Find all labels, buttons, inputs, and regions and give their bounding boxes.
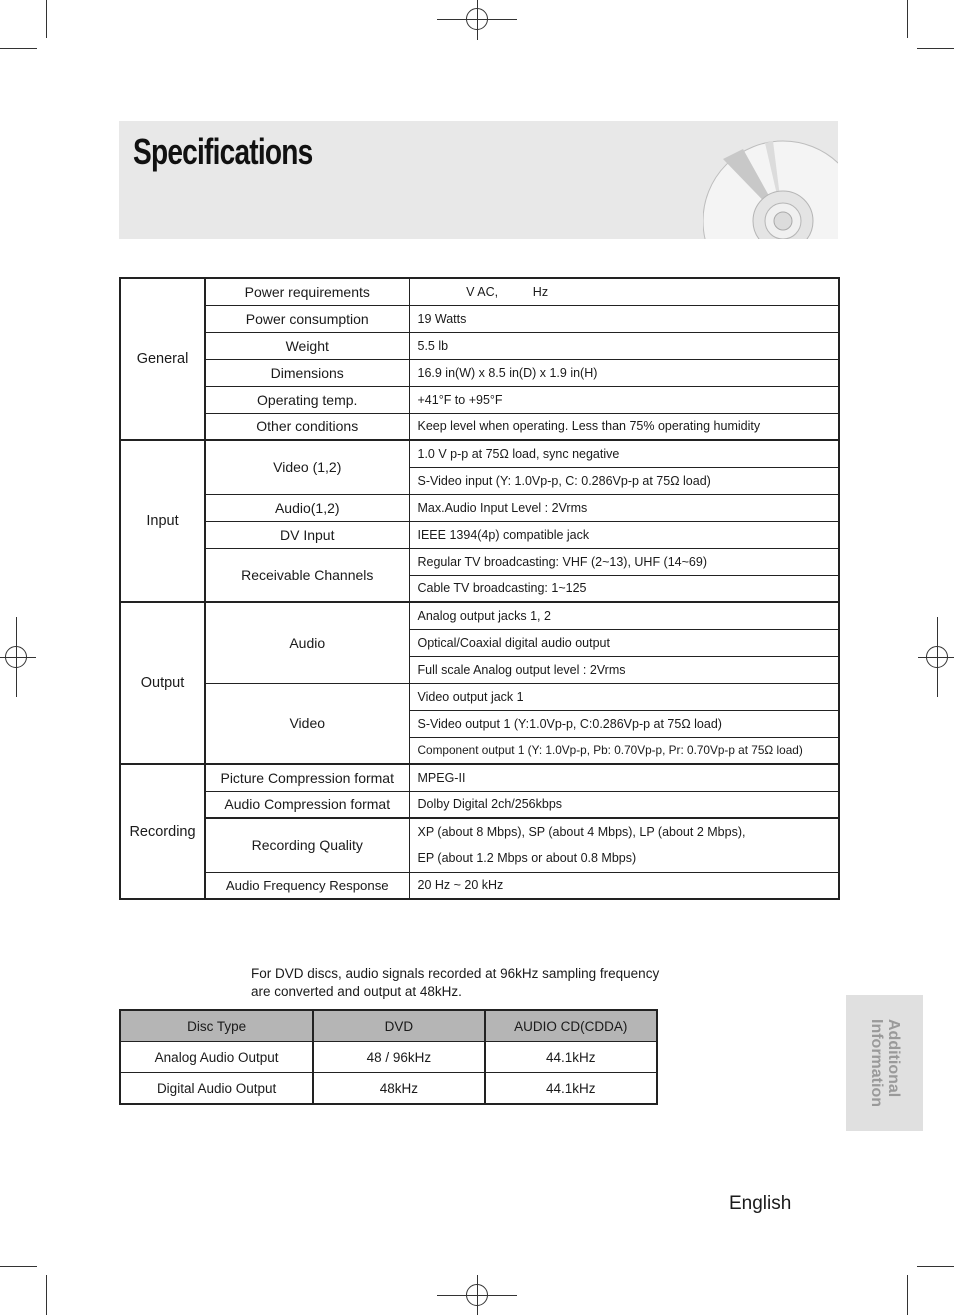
language-label: English — [729, 1193, 792, 1214]
table-row — [120, 440, 839, 467]
spec-item: Weight — [205, 332, 409, 359]
crop-mark — [0, 1266, 37, 1267]
table-cell: 44.1kHz — [485, 1042, 657, 1073]
table-row — [120, 1042, 657, 1073]
spec-item: Recording Quality — [205, 818, 409, 872]
column-header: DVD — [313, 1010, 484, 1042]
crop-mark — [907, 1275, 908, 1315]
spec-item: Video (1,2) — [205, 440, 409, 494]
spec-table — [119, 277, 840, 900]
spec-item: Dimensions — [205, 359, 409, 386]
spec-item: Operating temp. — [205, 386, 409, 413]
category-general: General — [120, 278, 205, 440]
spec-value: Full scale Analog output level : 2Vrms — [409, 656, 839, 683]
spec-item: Other conditions — [205, 413, 409, 440]
table-cell: Analog Audio Output — [120, 1042, 313, 1073]
table-row — [120, 359, 839, 386]
registration-circle — [5, 646, 27, 668]
spec-item: Audio Compression format — [205, 791, 409, 818]
crop-mark — [0, 48, 37, 49]
spec-value: Regular TV broadcasting: VHF (2~13), UHF (14~69) — [409, 548, 839, 575]
spec-value: +41°F to +95°F — [409, 386, 839, 413]
table-row — [120, 791, 839, 818]
spec-item: Power consumption — [205, 305, 409, 332]
table-row — [120, 305, 839, 332]
table-row — [120, 818, 839, 845]
registration-circle — [466, 8, 488, 30]
spec-value: 19 Watts — [409, 305, 839, 332]
header-band — [119, 121, 838, 239]
category-input: Input — [120, 440, 205, 602]
registration-circle — [466, 1284, 488, 1306]
spec-value: EP (about 1.2 Mbps or about 0.8 Mbps) — [409, 845, 839, 872]
crop-mark — [46, 0, 47, 38]
table-row — [120, 278, 839, 305]
spec-value: Video output jack 1 — [409, 683, 839, 710]
spec-value: 1.0 V p-p at 75Ω load, sync negative — [409, 440, 839, 467]
spec-value: Max.Audio Input Level : 2Vrms — [409, 494, 839, 521]
spec-value: XP (about 8 Mbps), SP (about 4 Mbps), LP (about 2 Mbps), — [409, 818, 839, 845]
spec-value: Dolby Digital 2ch/256kbps — [409, 791, 839, 818]
spec-item: DV Input — [205, 521, 409, 548]
category-output: Output — [120, 602, 205, 764]
spec-value: Keep level when operating. Less than 75% operating humidity — [409, 413, 839, 440]
crop-mark — [917, 48, 954, 49]
spec-item: Receivable Channels — [205, 548, 409, 602]
page-title: Specifications — [133, 131, 313, 172]
side-tab-line: Additional — [884, 1019, 902, 1098]
crop-mark — [917, 1266, 954, 1267]
spec-item: Video — [205, 683, 409, 764]
registration-circle — [926, 646, 948, 668]
table-row — [120, 521, 839, 548]
spec-value: V AC, Hz — [409, 278, 839, 305]
spec-item: Audio Frequency Response — [205, 872, 409, 899]
table-row — [120, 413, 839, 440]
spec-value: Cable TV broadcasting: 1~125 — [409, 575, 839, 602]
spec-value: Analog output jacks 1, 2 — [409, 602, 839, 629]
spec-item: Audio(1,2) — [205, 494, 409, 521]
audio-output-table — [119, 1009, 658, 1105]
table-row — [120, 332, 839, 359]
table-row — [120, 764, 839, 791]
crop-mark — [907, 0, 908, 38]
table-cell: 48 / 96kHz — [313, 1042, 484, 1073]
column-header: Disc Type — [120, 1010, 313, 1042]
disc-icon — [703, 131, 838, 239]
side-tab-label — [868, 1019, 902, 1107]
section-side-tab — [846, 995, 923, 1131]
crop-mark — [46, 1275, 47, 1315]
table-cell: 48kHz — [313, 1073, 484, 1105]
table-row — [120, 872, 839, 899]
table-row — [120, 548, 839, 575]
column-header: AUDIO CD(CDDA) — [485, 1010, 657, 1042]
spec-value: S-Video input (Y: 1.0Vp-p, C: 0.286Vp-p at 75Ω load) — [409, 467, 839, 494]
side-tab-line: Information — [867, 1019, 885, 1107]
category-recording: Recording — [120, 764, 205, 899]
table-row — [120, 683, 839, 710]
table-cell: 44.1kHz — [485, 1073, 657, 1105]
table-row — [120, 1073, 657, 1105]
spec-value: MPEG-II — [409, 764, 839, 791]
spec-item: Picture Compression format — [205, 764, 409, 791]
table-row — [120, 494, 839, 521]
spec-value: 5.5 lb — [409, 332, 839, 359]
table-cell: Digital Audio Output — [120, 1073, 313, 1105]
spec-item: Power requirements — [205, 278, 409, 305]
spec-value: Optical/Coaxial digital audio output — [409, 629, 839, 656]
spec-value: Component output 1 (Y: 1.0Vp-p, Pb: 0.70Vp-p, Pr: 0.70Vp-p at 75Ω load) — [409, 737, 839, 764]
spec-value: S-Video output 1 (Y:1.0Vp-p, C:0.286Vp-p at 75Ω load) — [409, 710, 839, 737]
table-row — [120, 602, 839, 629]
spec-value: 20 Hz ~ 20 kHz — [409, 872, 839, 899]
audio-note: For DVD discs, audio signals recorded at 96kHz sampling frequency are converted and output at 48kHz. — [251, 966, 660, 999]
table-row — [120, 386, 839, 413]
spec-value: IEEE 1394(4p) compatible jack — [409, 521, 839, 548]
table-header-row — [120, 1010, 657, 1042]
spec-value: 16.9 in(W) x 8.5 in(D) x 1.9 in(H) — [409, 359, 839, 386]
spec-item: Audio — [205, 602, 409, 683]
